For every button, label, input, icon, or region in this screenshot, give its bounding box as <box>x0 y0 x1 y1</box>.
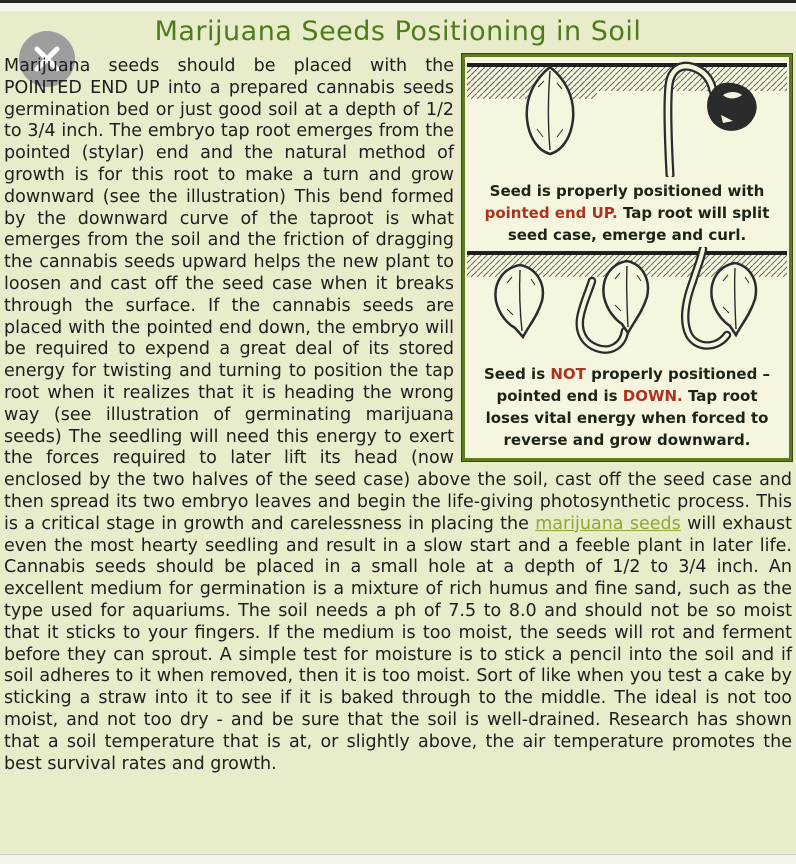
marijuana-seeds-link[interactable]: marijuana seeds <box>535 513 681 534</box>
caption-text: Tap root will split seed case, emerge and curl. <box>507 204 770 244</box>
body-text: Marijuana seeds should be placed with the POINTED END UP into a prepared cannabis seeds germination bed or just good soil at a depth of 1/2 to 3/4 inch. The embryo tap root emerges from the pointed (stylar) end and the natural method of growth is for this root to make a turn and grow downward (see the illustration) This bend formed by the downward curve of the taproot is what emerges from the soil and the friction of dragging the cannabis seeds upward helps the new plant to loosen and cast off the seed case when it breaks through the surface. If the cannabis seeds are placed with the pointed end down, the embryo will be required to expend a great deal of its stored energy for twisting and turning to position the tap root when it realizes that it is heading the wrong way (see illustration of germinating marijuana seeds) The seedling will need this energy to exert the forces required to later lift its head (now enclosed by the two halves of the seed case) above the soil, cast off the seed case and then spread its two embryo leaves and begin the life-giving photosynthetic process. This is a critical stage in growth and carelessness in placing the <box>4 56 792 534</box>
caption-highlight: DOWN. <box>622 387 683 405</box>
body-text: will exhaust even the most hearty seedling and result in a slow start and a feeble plant in later life. Cannabis seeds should be placed in a small hole at a depth of 1/2 to 3/4 inch. An excellent medium for germination is a mixture of rich humus and fine sand, such as the type used for aquariums. The soil needs a ph of 7.5 to 8.0 and should not be so moist that it sticks to your fingers. If the medium is too moist, the seeds will rot and ferment before they can sprout. A simple test for moisture is to stick a pencil into the soil and if soil adheres to it when removed, then it is too moist. Sort of like when you test a cake by sticking a straw into it to see if it is baked through to the middle. The ideal is not too moist, and not too dry - and be sure that the soil is well-drained. Research has shown that a soil temperature that is at, or slightly above, the air temperature promotes the best survival rates and growth. <box>4 513 792 774</box>
seed-up-illustration <box>465 57 789 177</box>
caption-text: Seed is <box>483 365 551 383</box>
article-body <box>4 56 792 775</box>
caption-highlight: pointed end UP. <box>484 204 618 222</box>
page-title: Marijuana Seeds Positioning in Soil <box>154 16 642 47</box>
caption-highlight: NOT <box>550 365 586 383</box>
top-window-strip <box>0 0 796 11</box>
figure-caption-improper <box>465 359 789 451</box>
seed-position-figure <box>462 54 792 461</box>
caption-text: Tap root loses vital energy when forced to reverse and grow downward. <box>485 387 769 449</box>
caption-text: properly positioned – pointed end is <box>496 365 771 405</box>
seed-down-illustration <box>465 247 789 359</box>
figure-caption-proper <box>465 177 789 247</box>
bottom-window-strip <box>0 854 796 864</box>
caption-text: Seed is properly positioned with <box>489 182 765 200</box>
